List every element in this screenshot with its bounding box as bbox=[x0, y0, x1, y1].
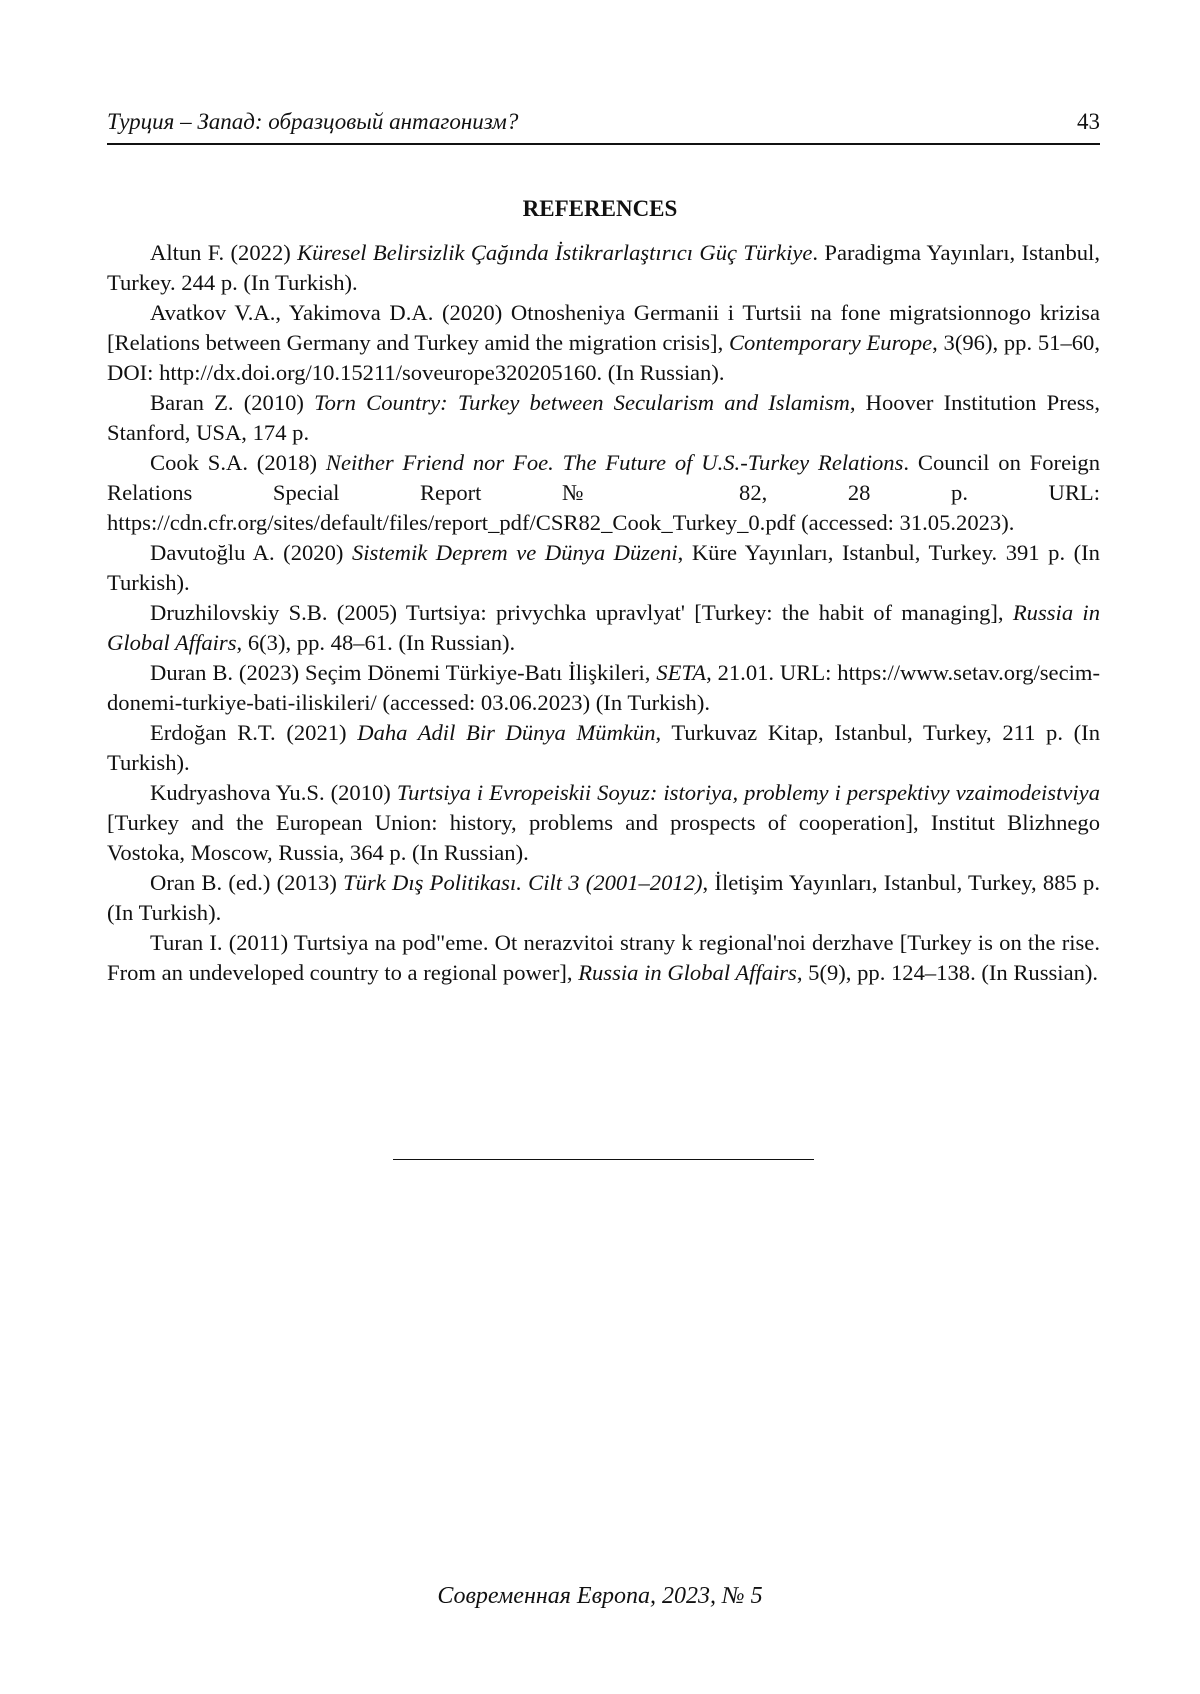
reference-title: Küresel Belirsizlik Çağında İstikrarlaştırıcı Güç Türkiye bbox=[297, 240, 813, 265]
reference-title: Daha Adil Bir Dünya Mümkün bbox=[357, 720, 656, 745]
reference-item bbox=[107, 538, 1100, 598]
reference-title: Neither Friend nor Foe. The Future of U.S.-Turkey Relations bbox=[325, 450, 904, 475]
reference-title: Sistemik Deprem ve Dünya Düzeni bbox=[351, 540, 678, 565]
reference-author: Oran B. (ed.) (2013) bbox=[150, 870, 344, 895]
reference-item bbox=[107, 598, 1100, 658]
reference-details: . Paradigma Yayınları, Istanbul, Turkey. 244 p. (In Turkish). bbox=[107, 240, 1100, 295]
reference-title: Russia in Global Affairs bbox=[578, 960, 797, 985]
reference-title: SETA bbox=[656, 660, 707, 685]
reference-author: Kudryashova Yu.S. (2010) bbox=[150, 780, 397, 805]
reference-details: , 21.01. URL: https://www.setav.org/secim-donemi-turkiye-bati-iliskileri/ (accessed: 03.06.2023) (In Turkish). bbox=[107, 660, 1100, 715]
references-heading: REFERENCES bbox=[522, 196, 678, 221]
reference-author: Erdoğan R.T. (2021) bbox=[150, 720, 358, 745]
reference-item bbox=[107, 388, 1100, 448]
reference-author: Duran B. (2023) Seçim Dönemi Türkiye-Batı İlişkileri, bbox=[150, 660, 657, 685]
section-separator bbox=[393, 1159, 814, 1160]
reference-title: Contemporary Europe bbox=[728, 330, 933, 355]
reference-item bbox=[107, 718, 1100, 778]
reference-item bbox=[107, 298, 1100, 388]
reference-item bbox=[107, 868, 1100, 928]
reference-title: Turtsiya i Evropeiskii Soyuz: istoriya, problemy i perspektivy vzaimodeistviya bbox=[396, 780, 1100, 805]
reference-details: . Council on Foreign Relations Special Report № 82, 28 p. URL: https://cdn.cfr.org/sites/default/files/report_pdf/CSR82_Cook_Turkey_0.pdf (accessed: 31.05.2023). bbox=[107, 450, 1100, 535]
reference-details: , Hoover Institution Press, Stanford, USA, 174 p. bbox=[107, 390, 1100, 445]
reference-details: [Turkey and the European Union: history, problems and prospects of cooperation], Institut Blizhnego Vostoka, Moscow, Russia, 364 p. (In Russian). bbox=[107, 810, 1100, 865]
reference-author: Baran Z. (2010) bbox=[150, 390, 315, 415]
reference-item bbox=[107, 238, 1100, 298]
reference-author: Cook S.A. (2018) bbox=[150, 450, 326, 475]
reference-details: , 5(9), pp. 124–138. (In Russian). bbox=[796, 960, 1099, 985]
running-title: Турция – Запад: образцовый антагонизм? bbox=[107, 109, 519, 134]
page-number: 43 bbox=[1077, 109, 1100, 134]
reference-details: , 6(3), pp. 48–61. (In Russian). bbox=[236, 630, 516, 655]
reference-details: , Küre Yayınları, Istanbul, Turkey. 391 p. (In Turkish). bbox=[107, 540, 1100, 595]
reference-item bbox=[107, 928, 1100, 988]
reference-item bbox=[107, 778, 1100, 868]
reference-item bbox=[107, 658, 1100, 718]
reference-title: Türk Dış Politikası. Cilt 3 (2001–2012) bbox=[343, 870, 703, 895]
journal-footer: Современная Европа, 2023, № 5 bbox=[437, 1583, 763, 1609]
page-header bbox=[107, 105, 1100, 145]
reference-title: Torn Country: Turkey between Secularism and Islamism bbox=[314, 390, 850, 415]
reference-author: Davutoğlu A. (2020) bbox=[150, 540, 352, 565]
reference-author: Altun F. (2022) bbox=[150, 240, 298, 265]
references-list bbox=[107, 238, 1100, 988]
reference-author: Avatkov V.A., Yakimova D.A. (2020) Otnosheniya Germanii i Turtsii na fone migratsionnogo krizisa [Relations between Germany and Turkey amid the migration crisis], bbox=[107, 300, 1100, 355]
reference-details: , İletişim Yayınları, Istanbul, Turkey, 885 p. (In Turkish). bbox=[107, 870, 1101, 925]
reference-item bbox=[107, 448, 1100, 538]
reference-title: Russia in Global Affairs bbox=[107, 600, 1100, 655]
reference-details: , Turkuvaz Kitap, Istanbul, Turkey, 211 p. (In Turkish). bbox=[107, 720, 1100, 775]
reference-author: Turan I. (2011) Turtsiya na pod"eme. Ot nerazvitoi strany k regional'noi derzhave [Turkey is on the rise. From an undeveloped country to a regional power], bbox=[107, 930, 1100, 985]
reference-author: Druzhilovskiy S.B. (2005) Turtsiya: privychka upravlyat' [Turkey: the habit of managing], bbox=[150, 600, 1013, 625]
reference-details: , 3(96), pp. 51–60, DOI: http://dx.doi.org/10.15211/soveurope320205160. (In Russian). bbox=[107, 330, 1100, 385]
